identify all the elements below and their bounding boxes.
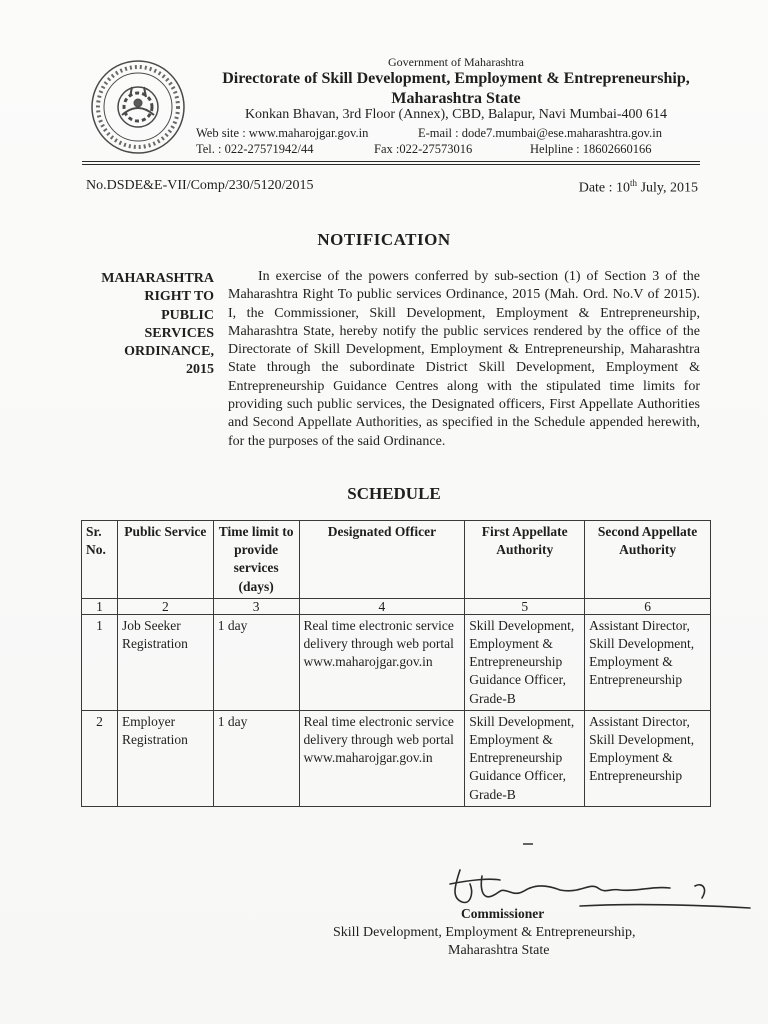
letterhead-address: Konkan Bhavan, 3rd Floor (Annex), CBD, Balapur, Navi Mumbai-400 614 <box>244 107 668 122</box>
cell-sr-no: 1 <box>82 614 118 710</box>
side-heading-line: ORDINANCE, <box>124 344 214 360</box>
cell-designated-officer: Real time electronic service delivery through web portal www.maharojgar.gov.in <box>299 614 465 710</box>
signatory-title: Commissioner <box>461 906 545 921</box>
table-header-row <box>82 521 711 599</box>
header-second-appellate: Second Appellate Authority <box>585 521 711 599</box>
letterhead-email: E-mail : dode7.mumbai@ese.maharashtra.gov.in <box>418 126 662 140</box>
tick-mark-icon <box>523 842 533 846</box>
side-heading-line: PUBLIC <box>161 307 214 323</box>
cell-second-appellate: Assistant Director, Skill Development, Employment & Entrepreneurship <box>585 710 711 806</box>
header-public-service: Public Service <box>117 521 213 599</box>
cell-first-appellate: Skill Development, Employment & Entrepreneurship Guidance Officer, Grade-B <box>465 710 585 806</box>
letterhead-fax: Fax :022-27573016 <box>374 142 473 156</box>
letterhead-website: Web site : www.maharojgar.gov.in <box>196 126 369 140</box>
side-heading-line: RIGHT TO <box>144 289 214 305</box>
notification-body: In exercise of the powers conferred by sub-section (1) of Section 3 of the Maharashtra Right To public services Ordinance, 2015 (Mah. Ord. No.V of 2015). I, the Commissioner, Skill Development, Employment & Entrepreneurship, Maharashtra State, hereby notify the public services rendered by the office of the Directorate of Skill Development, Employment & Entrepreneurship, Maharashtra State through the subordinate District Skill Development, Employment & Entrepreneurship Guidance Centres along with the stipulated time limits for providing such public services, the Designated officers, First Appellate Authorities and Second Appellate Authorities, as specified in the Schedule appended herewith, for the purposes of the said Ordinance. <box>228 269 700 449</box>
date-month-year: July, 2015 <box>637 180 698 196</box>
date-day: Date : 10 <box>578 180 631 196</box>
letterhead-helpline: Helpline : 18602660166 <box>530 142 652 156</box>
column-number: 2 <box>117 598 213 614</box>
header-time-limit: Time limit to provide services (days) <box>213 521 299 599</box>
letterhead-tel: Tel. : 022-27571942/44 <box>196 142 314 156</box>
table-row <box>82 614 711 710</box>
directorate-emblem-icon <box>82 57 194 157</box>
date-ordinal: th <box>630 178 638 188</box>
side-heading <box>86 270 214 380</box>
notification-title: NOTIFICATION <box>317 230 451 249</box>
notification-date <box>579 178 698 197</box>
side-heading-line: MAHARASHTRA <box>101 271 214 286</box>
cell-public-service: Employer Registration <box>117 710 213 806</box>
header-designated-officer: Designated Officer <box>299 521 465 599</box>
header-first-appellate: First Appellate Authority <box>465 521 585 599</box>
signatory-department: Skill Development, Employment & Entrepreneurship, <box>333 925 636 940</box>
letterhead-state: Maharashtra State <box>391 90 521 107</box>
side-heading-line: 2015 <box>186 362 214 378</box>
column-number: 3 <box>213 598 299 614</box>
column-number: 6 <box>585 598 711 614</box>
column-number: 1 <box>82 598 118 614</box>
cell-first-appellate: Skill Development, Employment & Entrepreneurship Guidance Officer, Grade-B <box>465 614 585 710</box>
letterhead-government: Government of Maharashtra <box>388 55 524 69</box>
schedule-title: SCHEDULE <box>347 484 441 503</box>
column-number: 4 <box>299 598 465 614</box>
cell-sr-no: 2 <box>82 710 118 806</box>
header-sr-no: Sr. No. <box>82 521 118 599</box>
cell-time-limit: 1 day <box>213 614 299 710</box>
letterhead-divider <box>82 161 700 162</box>
table-row <box>82 710 711 806</box>
cell-second-appellate: Assistant Director, Skill Development, Employment & Entrepreneurship <box>585 614 711 710</box>
cell-designated-officer: Real time electronic service delivery through web portal www.maharojgar.gov.in <box>299 710 465 806</box>
letterhead-directorate: Directorate of Skill Development, Employment & Entrepreneurship, <box>222 70 690 87</box>
schedule-table <box>81 520 711 807</box>
column-number-row <box>82 598 711 614</box>
cell-time-limit: 1 day <box>213 710 299 806</box>
column-number: 5 <box>465 598 585 614</box>
cell-public-service: Job Seeker Registration <box>117 614 213 710</box>
letterhead-divider-thin <box>82 164 700 165</box>
side-heading-line: SERVICES <box>144 325 214 341</box>
signatory-state: Maharashtra State <box>448 943 550 958</box>
reference-number: No.DSDE&E-VII/Comp/230/5120/2015 <box>86 178 314 193</box>
